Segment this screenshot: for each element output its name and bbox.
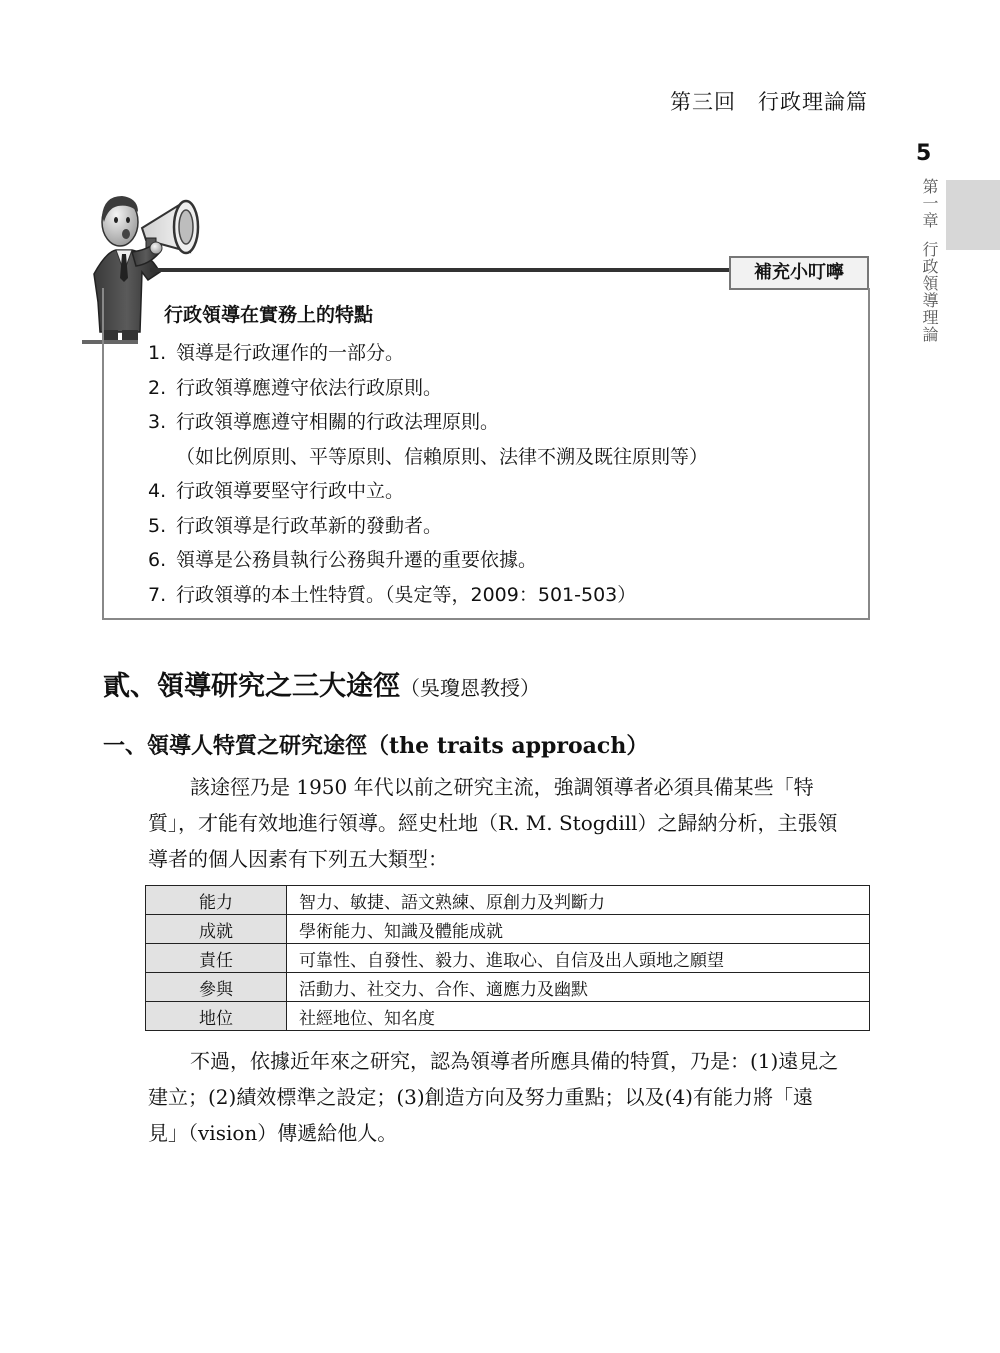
side-chapter: 第一章 <box>920 178 939 229</box>
table-row <box>146 915 870 944</box>
page-number: 5 <box>916 141 932 166</box>
paragraph-line: 質」，才能有效地進行領導。經史杜地（R. M. Stogdill）之歸納分析，主張領 <box>148 811 838 835</box>
paragraph-line: 不過，依據近年來之研究，認為領導者所應具備的特質，乃是：(1)遠見之 <box>190 1049 839 1073</box>
tip-box-title: 行政領導在實務上的特點 <box>164 304 374 326</box>
section-title: 貳、領導研究之三大途徑 <box>103 671 400 702</box>
paragraph-line: 導者的個人因素有下列五大類型： <box>148 847 448 871</box>
trait-category: 成就 <box>146 915 287 944</box>
section-heading <box>103 664 540 703</box>
paragraph-traits-intro <box>148 769 870 877</box>
trait-detail: 學術能力、知識及體能成就 <box>287 915 870 944</box>
chapter-tab <box>946 180 1000 250</box>
list-item: 6. 領導是公務員執行公務與升遷的重要依據。 <box>148 549 538 571</box>
trait-detail: 智力、敏捷、語文熟練、原創力及判斷力 <box>287 886 870 915</box>
trait-category: 地位 <box>146 1002 287 1031</box>
traits-table <box>145 885 870 1031</box>
running-header <box>670 86 868 116</box>
list-item: 5. 行政領導是行政革新的發動者。 <box>148 514 443 537</box>
side-chapter-title: 行政領導理論 <box>920 241 939 343</box>
tip-box-rule <box>150 268 730 272</box>
table-row <box>146 944 870 973</box>
list-item: 1. 領導是行政運作的一部分。 <box>148 342 405 364</box>
list-item: 2. 行政領導應遵守依法行政原則。 <box>148 376 443 399</box>
side-chapter-label <box>915 178 939 343</box>
table-row <box>146 886 870 915</box>
list-item: 3. 行政領導應遵守相關的行政法理原則。 <box>148 411 500 433</box>
trait-category: 參與 <box>146 973 287 1002</box>
subsection-heading: 一、領導人特質之研究途徑（the traits approach） <box>103 733 649 759</box>
trait-detail: 社經地位、知名度 <box>287 1002 870 1031</box>
paragraph-modern-traits <box>148 1043 870 1151</box>
trait-detail: 可靠性、自發性、毅力、進取心、自信及出人頭地之願望 <box>287 944 870 973</box>
list-item-note: （如比例原則、平等原則、信賴原則、法律不溯及既往原則等） <box>176 445 709 468</box>
list-item: 7. 行政領導的本土性特質。（吳定等，2009：501-503） <box>148 583 637 606</box>
paragraph-line: 見」（vision）傳遞給他人。 <box>148 1121 398 1145</box>
table-row <box>146 973 870 1002</box>
trait-detail: 活動力、社交力、合作、適應力及幽默 <box>287 973 870 1002</box>
tip-box-tag: 補充小叮嚀 <box>729 256 869 290</box>
table-row <box>146 1002 870 1031</box>
trait-category: 能力 <box>146 886 287 915</box>
section-attribution: （吳瓊恩教授） <box>400 676 540 700</box>
tip-list <box>148 336 708 612</box>
list-item: 4. 行政領導要堅守行政中立。 <box>148 480 405 502</box>
paragraph-line: 建立；(2)績效標準之設定；(3)創造方向及努力重點；以及(4)有能力將「遠 <box>148 1085 813 1109</box>
trait-category: 責任 <box>146 944 287 973</box>
paragraph-line: 該途徑乃是 1950 年代以前之研究主流，強調領導者必須具備某些「特 <box>190 775 814 799</box>
header-title: 行政理論篇 <box>758 90 868 114</box>
header-section: 第三回 <box>670 90 736 114</box>
